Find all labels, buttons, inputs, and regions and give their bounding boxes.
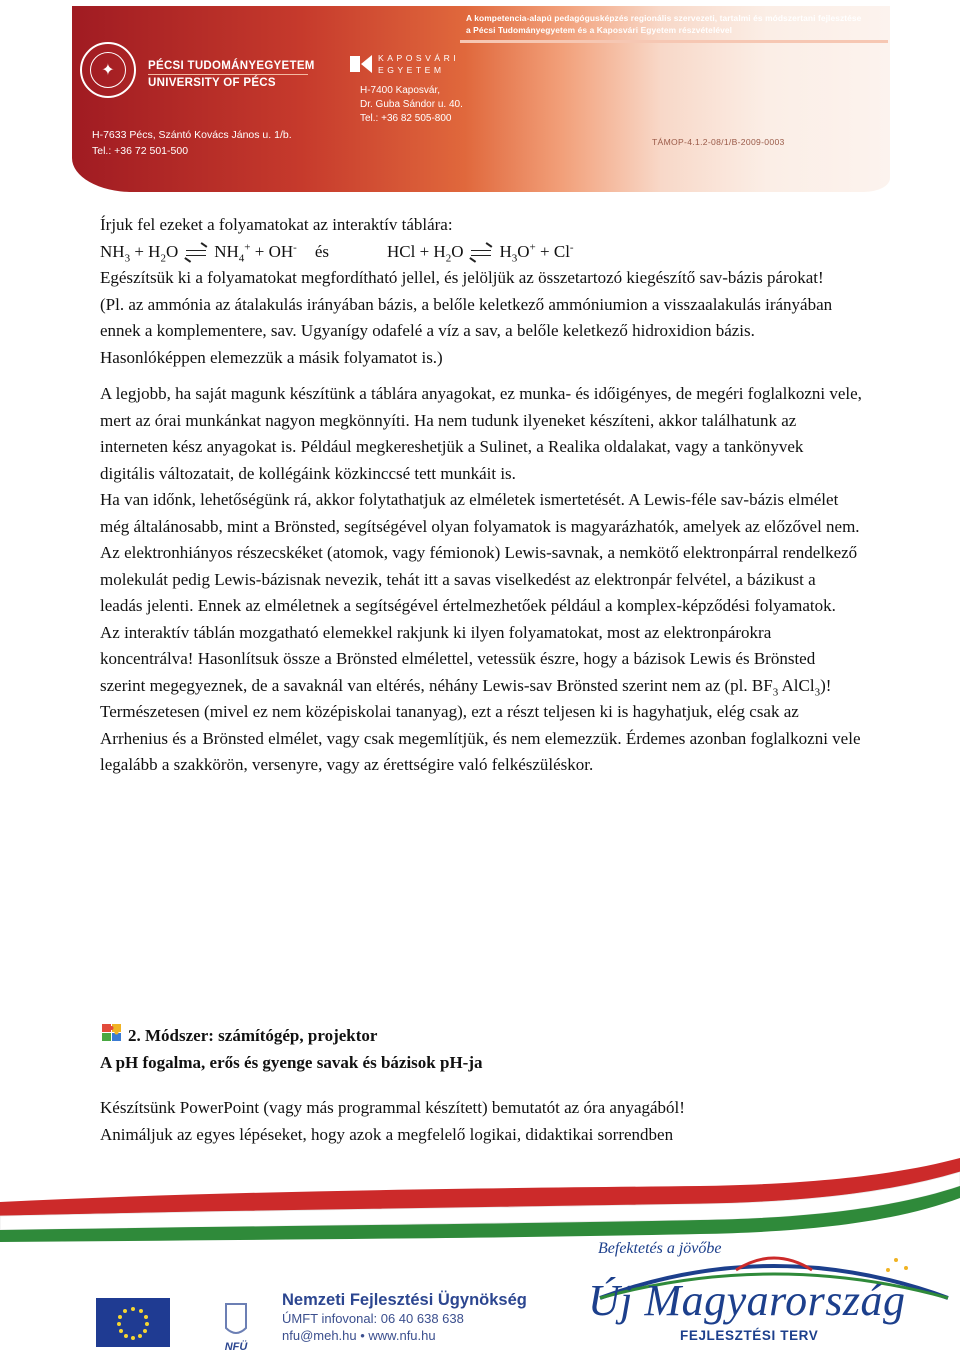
puzzle-icon xyxy=(100,1021,126,1045)
pte-name-hu: PÉCSI TUDOMÁNYEGYETEM xyxy=(148,60,315,72)
nfu-block xyxy=(282,1290,527,1344)
board-paragraph: Az interaktív táblán mozgatható elemekkel rakjunk ki ilyen folyamatokat, most az elektronpárokra koncentrálva! Hasonlítsuk össze a Brönsted elmélettel, vetessük észre, hogy a bázisok Lewis és Brönsted szerint megegyeznek, de a savaknál van eltérés, néhány Lewis-sav Brönsted szerint nem az (pl. $BF_3$ AlCl$_3$)! xyxy=(100,622,832,698)
pte-address: H-7633 Pécs, Szántó Kovács János u. 1/b. xyxy=(92,129,292,141)
uj-slogan: Befektetés a jövőbe xyxy=(598,1240,722,1257)
ke-address-line1: H-7400 Kaposvár, xyxy=(360,85,441,96)
ke-phone: Tel.: +36 82 505-800 xyxy=(360,113,452,124)
equations-line xyxy=(100,239,862,266)
equilibrium-arrow-icon xyxy=(184,247,208,259)
naturally-paragraph: Természetesen (mivel ez nem középiskolai tananyag), ezt a részt teljesen ki is hagyhatjuk, elég csak az Arrhenius és a Brönsted elmélet, vagy csak megemlítjük, és nem elemezzük. Érdemes azonban foglalkozni vele legalább a szakkörön, versenyre, vagy az érettségire való felkészüléskor. xyxy=(100,702,861,774)
example-paragraph: (Pl. az ammónia az átalakulás irányában bázis, a belőle keletkező ammóniumion a visszaalakulás irányában ennek a komplementere, sav. Ugyanígy odafelé a víz a sav, a belőle keletkező hidroxidion bázis. Hasonlóképpen elemezzük a másik folyamatot is.) xyxy=(100,294,833,367)
lewis-paragraph: Ha van időnk, lehetőségünk rá, akkor folytathatjuk az elméletek ismertetését. A Lewis-féle sav-bázis elmélet még általánosabb, mint a Brönsted, segítségével olyan folyamatok is magyarázhatók, amelyek az előzővel nem. Az elektronhiányos részecskéket (atomok, vagy fémionok) Lewis-savnak, a nemkötő elektronpárral rendelkező molekulát pedig Lewis-bázisnak nevezik, tehát itt a savas viselkedést az elektronpár felvétel, a bázikust a leadás jelenti. Ennek az elméletnek a segítségével értelmezhetőek például a komplex-képződési folyamatok. xyxy=(100,490,860,615)
nfu-contact: nfu@meh.hu • www.nfu.hu xyxy=(282,1328,436,1343)
section-2-topic: A pH fogalma, erős és gyenge savak és bázisok pH-ja xyxy=(100,1053,483,1072)
board-text-b: AlCl xyxy=(778,675,815,695)
equation-ammonia: $NH_3 + H_2O$ $NH_4^+ + OH^-$ xyxy=(100,240,297,264)
pte-divider xyxy=(148,74,308,75)
section-2-line2: Animáljuk az egyes lépéseket, hogy azok a megfelelő logikai, didaktikai sorrendben xyxy=(100,1125,674,1144)
ke-name xyxy=(378,52,459,76)
eu-flag-icon xyxy=(96,1298,170,1347)
university-seal-icon: ✦ xyxy=(80,42,136,98)
pte-phone: Tel.: +36 72 501-500 xyxy=(92,145,189,157)
section-2-method: 2. Módszer: számítógép, projektor xyxy=(128,1026,378,1045)
equilibrium-arrow-icon xyxy=(469,247,493,259)
board-text-a: Az interaktív táblán mozgatható elemekkel rakjunk ki ilyen folyamatokat, most az elektronpárokra koncentrálva! Hasonlítsuk össze a Brönsted elmélettel, vetessük észre, hogy a bázisok Lewis és Brönsted szerint megegyeznek, de a savaknál van eltérés, néhány Lewis-sav Brönsted szerint nem az (pl. BF xyxy=(100,622,816,695)
document-header-banner xyxy=(72,6,890,192)
uj-title: Új Magyarország xyxy=(588,1276,906,1325)
complete-paragraph: Egészítsük ki a folyamatokat megfordítható jellel, és jelöljük az összetartozó kiegészítő sav-bázis párokat! xyxy=(100,268,824,287)
nfu-title: Nemzeti Fejlesztési Ügynökség xyxy=(282,1291,527,1309)
ke-name-line1: KAPOSVÁRI xyxy=(378,53,460,63)
tamop-code: TÁMOP-4.1.2-08/1/B-2009-0003 xyxy=(652,137,785,147)
nfu-phone: ÚMFT infovonal: 06 40 638 638 xyxy=(282,1311,464,1326)
ke-contact xyxy=(360,84,463,126)
pte-contact xyxy=(92,127,292,159)
section-2-line1: Készítsünk PowerPoint (vagy más programmal készített) bemutatót az óra anyagából! xyxy=(100,1098,685,1117)
uj-subtitle: FEJLESZTÉSI TERV xyxy=(680,1328,819,1343)
ke-address-line2: Dr. Guba Sándor u. 40. xyxy=(360,99,463,110)
project-title-line1: A kompetencia-alapú pedagógusképzés regionális szervezeti, tartalmi és módszertani fejlesztése xyxy=(466,13,862,23)
intro-paragraph: Írjuk fel ezeket a folyamatokat az interaktív táblára: xyxy=(100,215,453,234)
nfu-crest-icon xyxy=(216,1294,256,1354)
pte-name xyxy=(148,58,315,92)
best-paragraph: A legjobb, ha saját magunk készítünk a táblára anyagokat, ez munka- és időigényes, de megéri foglalkozni vele, mert az órai munkánkat nagyon megkönnyíti. Ha nem tudunk ilyeneket készíteni, akkor találhatunk az interneten kész anyagokat is. Például megkereshetjük a Sulinet, a Realika oldalakat, vagy a tankönyvek digitális változatait, de kollégáink közkinccsé tett munkáit is. xyxy=(100,384,862,483)
kaposvar-logo-icon xyxy=(348,52,374,76)
nfu-label: NFÜ xyxy=(224,1341,248,1353)
project-title xyxy=(466,12,886,36)
ke-name-line2: EGYETEM xyxy=(378,65,445,75)
section-2-heading xyxy=(100,1022,862,1076)
section-2-body xyxy=(100,1094,862,1148)
document-body xyxy=(100,212,862,779)
project-title-line2: a Pécsi Tudományegyetem és a Kaposvári Egyetem részvételével xyxy=(466,25,733,35)
board-text-c: )! xyxy=(820,675,832,695)
footer-flag-wave xyxy=(0,1150,960,1250)
conjunction-text: és xyxy=(314,241,329,261)
pte-name-en: UNIVERSITY OF PÉCS xyxy=(148,77,276,89)
header-rule xyxy=(460,40,888,43)
equation-hcl: HCl + $H_2O$ $H_3O^+ + Cl^-$ xyxy=(387,240,574,264)
